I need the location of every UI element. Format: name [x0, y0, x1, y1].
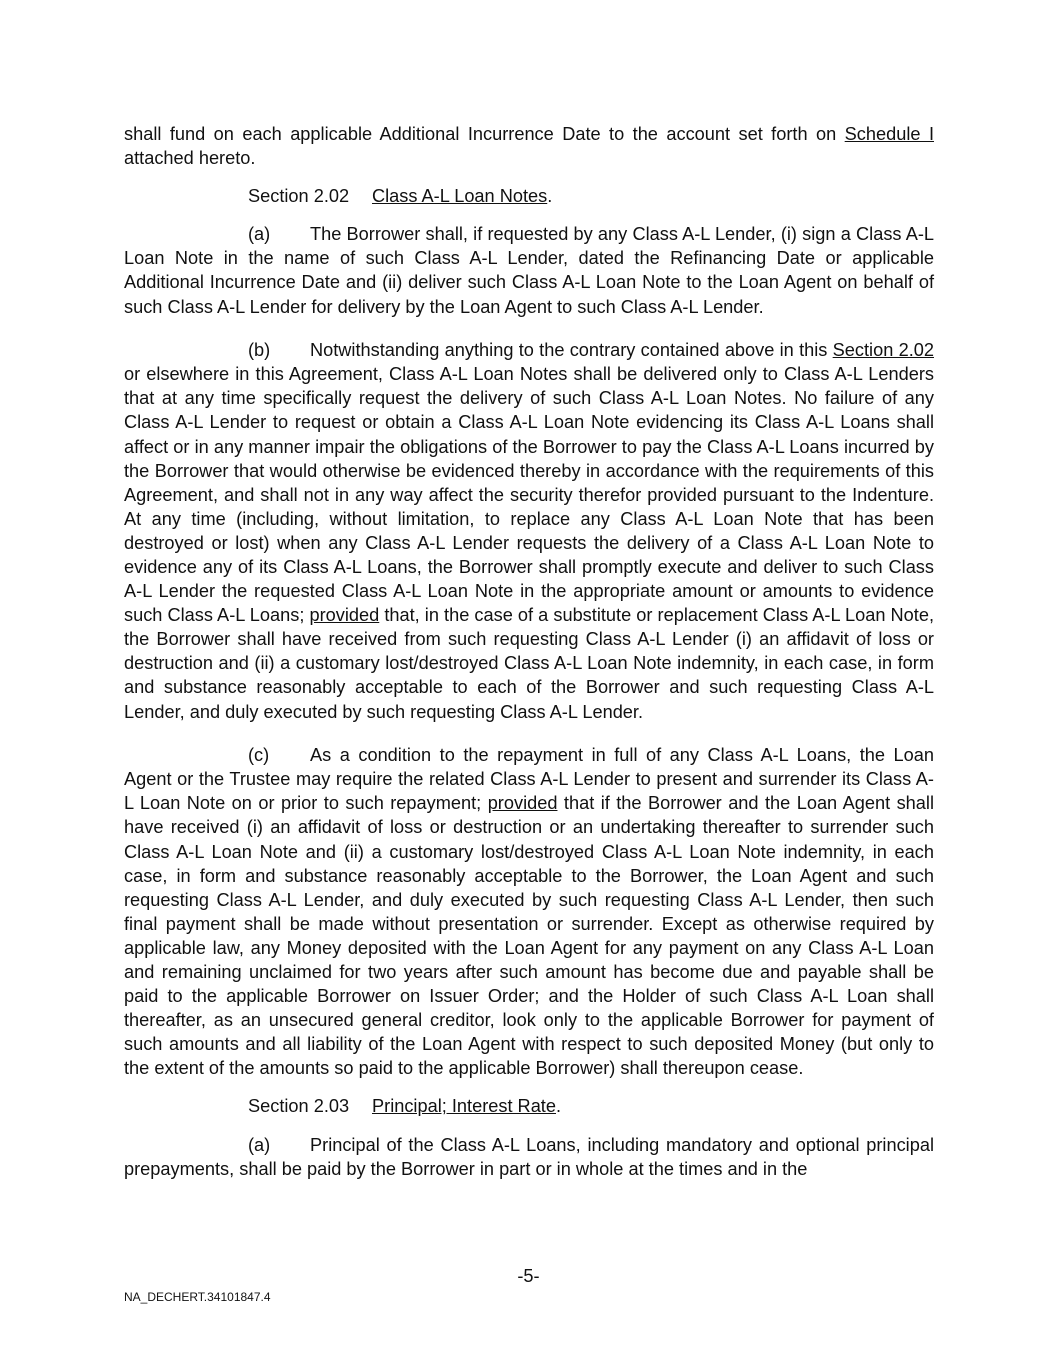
- paragraph-text: The Borrower shall, if requested by any Class A-L Lender, (i) sign a Class A-L Loan Note in the name of such Class A-L Lender, dated the Refinancing Date or applicable Additional Incurrence Date and (ii) deliver such Class A-L Loan Note to the Loan Agent on behalf of such Class A-L Lender for delivery by the Loan Agent to such Class A-L Lender.: [124, 224, 934, 317]
- page-number: -5-: [517, 1266, 540, 1286]
- paragraph-text: that, in the case of a substitute or replacement Class A-L Loan Note, the Borrower shall have received from such requesting Class A-L Lender (i) an affidavit of loss or destruction and (ii) a customary lost/destroyed Class A-L Loan Note indemnity, in each case, in form and substance reasonably acceptable to each of the Borrower and such requesting Class A-L Lender, and duly executed by such requesting Class A-L Lender.: [124, 605, 934, 722]
- paragraph-2-02-a: [124, 222, 934, 318]
- paragraph-text: Notwithstanding anything to the contrary contained above in this: [310, 340, 833, 361]
- paragraph-label: (b): [248, 340, 271, 361]
- intro-text-end: attached hereto.: [124, 148, 256, 169]
- paragraph-text: As a condition to the repayment in full of any Class A-L Loans, the Loan Agent or the Trustee may require the related Class A-L Lender to present and surrender its Class A-L Loan Note on or prior to such repayment;: [124, 745, 934, 814]
- paragraph-label: (c): [248, 745, 270, 766]
- section-number: Section 2.02: [248, 186, 350, 207]
- section-title-suffix: .: [547, 186, 553, 207]
- paragraph-text: that if the Borrower and the Loan Agent shall have received (i) an affidavit of loss or destruction or an undertaking thereafter to surrender such Class A-L Loan Note and (ii) a customary lost/destroyed Class A-L Loan Note indemnity, in each case, in form and substance reasonably acceptable to the Borrower, the Loan Agent and such requesting Class A-L Lender, and duly executed by such requesting Class A-L Lender, then such final payment shall be made without presentation or surrender. Except as otherwise required by applicable law, any Money deposited with the Loan Agent for any payment on any Class A-L Loan and remaining unclaimed for two years after such amount has become due and payable shall be paid to the applicable Borrower on Issuer Order; and the Holder of such Class A-L Loan shall thereafter, as an unsecured general creditor, look only to the applicable Borrower for payment of such amounts and all liability of the Loan Agent with respect to such deposited Money (but only to the extent of the amounts so paid to the applicable Borrower) shall thereupon cease.: [124, 793, 934, 1079]
- section-reference: Section 2.02: [832, 340, 934, 361]
- paragraph-text: Principal of the Class A-L Loans, including mandatory and optional principal prepayments, shall be paid by the Borrower in part or in whole at the times and in the: [124, 1134, 934, 1179]
- paragraph-label: (a): [248, 1134, 271, 1155]
- provided-term: provided: [309, 605, 380, 626]
- paragraph-2-02-b: [124, 338, 934, 724]
- paragraph-2-03-a: [124, 1133, 934, 1181]
- intro-text: shall fund on each applicable Additional Incurrence Date to the account set forth on: [124, 124, 845, 144]
- section-2-03-heading: [248, 1094, 934, 1118]
- paragraph-text: or elsewhere in this Agreement, Class A-L Loan Notes shall be delivered only to Class A-L Lenders that at any time specifically request the delivery of such Class A-L Loan Notes. No failure of any Class A-L Lender to request or obtain a Class A-L Loan Note evidencing its Class A-L Loans shall affect or in any manner impair the obligations of the Borrower to pay the Class A-L Loans incurred by the Borrower that would otherwise be evidenced thereby in accordance with the requirements of this Agreement, and shall not in any way affect the security therefor provided pursuant to the Indenture. At any time (including, without limitation, to replace any Class A-L Loan Note that has been destroyed or lost) when any Class A-L Lender requests the delivery of a Class A-L Loan Note to evidence any of its Class A-L Loans, the Borrower shall promptly execute and deliver to such Class A-L Lender the requested Class A-L Loan Note in the appropriate amount or amounts to evidence such Class A-L Loans;: [124, 364, 934, 626]
- section-number: Section 2.03: [248, 1096, 350, 1117]
- intro-paragraph: [124, 122, 934, 170]
- paragraph-label: (a): [248, 224, 271, 245]
- section-2-02-heading: [248, 184, 934, 208]
- section-title: Principal; Interest Rate: [372, 1096, 556, 1117]
- section-title-suffix: .: [555, 1096, 562, 1117]
- document-id: NA_DECHERT.34101847.4: [124, 1290, 271, 1304]
- section-title: Class A-L Loan Notes: [372, 186, 548, 207]
- document-body: [124, 122, 934, 1181]
- schedule-link: Schedule I: [844, 124, 934, 144]
- provided-term: provided: [487, 793, 558, 814]
- paragraph-2-02-c: [124, 743, 934, 1080]
